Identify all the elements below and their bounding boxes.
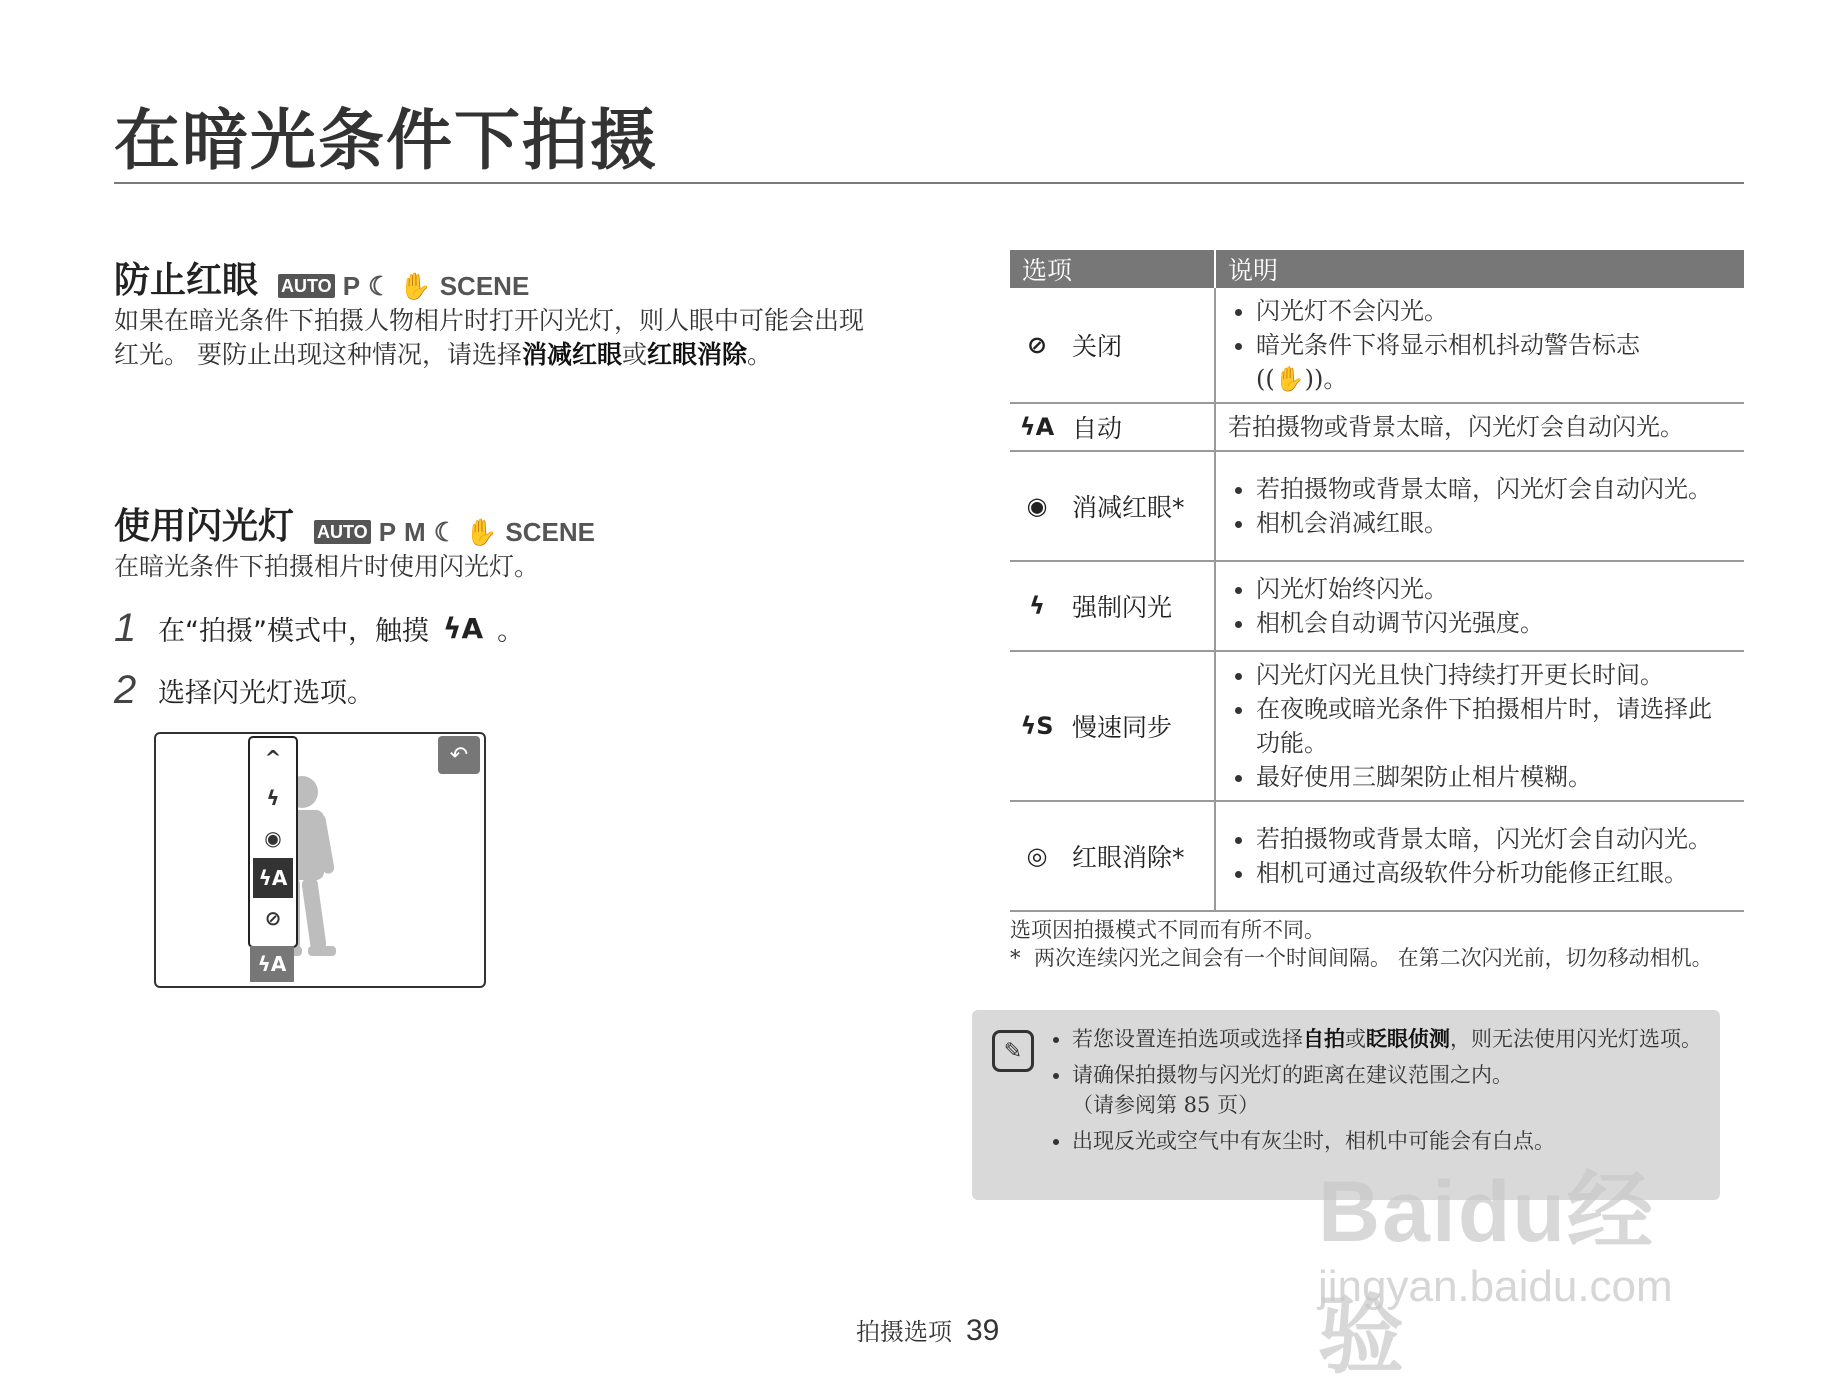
flash-paragraph: 在暗光条件下拍摄相片时使用闪光灯。 (114, 552, 540, 581)
table-row (1010, 801, 1744, 911)
description-item: • 闪光灯始终闪光。 (1256, 572, 1732, 606)
redeye-period: 。 (747, 340, 773, 369)
red-eye-icon: ◉ (1026, 492, 1048, 520)
auto-mode-icon: AUTO (278, 274, 335, 298)
note-interval (1010, 944, 1740, 972)
redeye-heading-row (114, 252, 529, 303)
night-mode-icon: ☾ (433, 516, 458, 547)
description-item: • 闪光灯闪光且快门持续打开更长时间。 (1256, 658, 1732, 692)
p-mode-icon: P (342, 270, 361, 301)
option-name: 消减红眼* (1072, 493, 1185, 522)
camera-screen-illustration (154, 732, 486, 988)
current-flash-icon[interactable]: ϟA (250, 946, 294, 982)
footer-label: 拍摄选项 (856, 1318, 952, 1346)
description-item: 若拍摄物或背景太暗，闪光灯会自动闪光。 (1228, 413, 1684, 441)
scene-mode-icon: SCENE (505, 516, 595, 547)
note-interval-text: 两次连续闪光之间会有一个时间间隔。 在第二次闪光前，切勿移动相机。 (1034, 946, 1713, 970)
tip-box (972, 1010, 1720, 1200)
tip-text: 若您设置连拍选项或选择 (1072, 1027, 1303, 1051)
description-cell (1215, 288, 1744, 403)
description-cell (1215, 651, 1744, 801)
title-divider (114, 182, 1744, 184)
step-1 (114, 606, 524, 651)
option-cell (1010, 561, 1215, 651)
flash-heading: 使用闪光灯 (114, 506, 295, 547)
note-star: * (1010, 946, 1021, 970)
flash-heading-row (114, 498, 595, 549)
option-cell (1010, 288, 1215, 403)
tip-text: ，则无法使用闪光灯选项。 (1450, 1027, 1702, 1051)
description-item: • 相机可通过高级软件分析功能修正红眼。 (1256, 856, 1732, 890)
slow-sync-icon: ϟS (1020, 712, 1054, 740)
description-item: • 若拍摄物或背景太暗，闪光灯会自动闪光。 (1256, 822, 1732, 856)
page-number: 39 (966, 1314, 1000, 1347)
redeye-paragraph (114, 304, 874, 372)
step-tail: 。 (497, 616, 525, 647)
description-cell (1215, 403, 1744, 451)
flash-auto-icon: ϟA (442, 612, 484, 645)
tip-term-selftimer: 自拍 (1303, 1027, 1345, 1051)
description-item: • 闪光灯不会闪光。 (1256, 294, 1732, 328)
redeye-reduce-term: 消减红眼 (521, 340, 622, 369)
flash-mode-icons (314, 517, 595, 548)
description-cell (1215, 561, 1744, 651)
page-title: 在暗光条件下拍摄 (114, 102, 658, 179)
flash-off-icon[interactable]: ⊘ (264, 906, 282, 930)
watermark-url: jingyan.baidu.com (1318, 1262, 1673, 1311)
scene-mode-icon: SCENE (439, 270, 530, 301)
step-number: 1 (114, 606, 137, 650)
option-cell (1010, 451, 1215, 561)
option-name: 红眼消除* (1072, 843, 1185, 872)
step-text: 选择闪光灯选项。 (158, 678, 374, 709)
scroll-up-icon[interactable]: ^ (264, 746, 282, 770)
option-cell (1010, 801, 1215, 911)
flash-fill-icon: ϟ (1029, 592, 1045, 620)
table-row (1010, 288, 1744, 403)
page-footer (856, 1312, 999, 1348)
note-modes: 选项因拍摄模式不同而有所不同。 (1010, 918, 1325, 942)
redeye-mode-icons (278, 271, 529, 302)
red-eye-fix-icon: ◎ (1026, 842, 1048, 870)
option-name: 自动 (1072, 414, 1123, 443)
table-header-option: 选项 (1010, 250, 1215, 288)
flash-options-table (1010, 250, 1744, 912)
tip-item: • 出现反光或空气中有灰尘时，相机中可能会有白点。 (1072, 1126, 1712, 1156)
tip-item (1072, 1060, 1712, 1120)
description-item: • 最好使用三脚架防止相片模糊。 (1256, 760, 1732, 794)
description-item: • 在夜晚或暗光条件下拍摄相片时，请选择此功能。 (1256, 692, 1732, 760)
redeye-or: 或 (621, 340, 647, 369)
description-item: • 相机会自动调节闪光强度。 (1256, 606, 1732, 640)
tip-item (1072, 1024, 1712, 1054)
night-mode-icon: ☾ (368, 270, 392, 301)
option-name: 强制闪光 (1072, 593, 1173, 622)
description-item: • 若拍摄物或背景太暗，闪光灯会自动闪光。 (1256, 472, 1732, 506)
description-item: • 相机会消减红眼。 (1256, 506, 1732, 540)
hand-icon: ✋ (465, 516, 498, 547)
flash-auto-icon[interactable]: ϟA (253, 858, 293, 898)
step-2 (114, 668, 374, 713)
auto-mode-icon: AUTO (314, 520, 371, 544)
note-pencil-icon: ✎ (992, 1030, 1034, 1072)
option-name: 慢速同步 (1072, 713, 1173, 742)
tip-text: 请确保拍摄物与闪光灯的距离在建议范围之内。 (1072, 1063, 1513, 1087)
table-row (1010, 403, 1744, 451)
option-name: 关闭 (1072, 332, 1123, 361)
tip-term-blink: 眨眼侦测 (1366, 1027, 1450, 1051)
flash-fill-icon[interactable]: ϟ (266, 786, 280, 810)
redeye-heading: 防止红眼 (114, 260, 259, 301)
p-mode-icon: P (378, 516, 397, 547)
table-header-row (1010, 250, 1744, 288)
m-mode-icon: M (404, 516, 426, 547)
table-header-description: 说明 (1215, 250, 1744, 288)
step-number: 2 (114, 668, 137, 712)
flash-auto-icon: ϟA (1019, 413, 1055, 441)
table-row (1010, 651, 1744, 801)
flash-options-menu (248, 736, 298, 948)
description-item: • 暗光条件下将显示相机抖动警告标志 ((✋))。 (1256, 328, 1732, 396)
step-text: 在“拍摄”模式中，触摸 (158, 616, 429, 647)
tip-page-reference: （请参阅第 85 页） (1072, 1093, 1260, 1117)
description-cell (1215, 451, 1744, 561)
red-eye-icon[interactable]: ◉ (264, 826, 282, 850)
option-cell (1010, 403, 1215, 451)
option-cell (1010, 651, 1215, 801)
back-icon[interactable]: ↶ (438, 736, 480, 774)
flash-off-icon: ⊘ (1026, 331, 1048, 359)
table-row (1010, 561, 1744, 651)
redeye-text: 如果在暗光条件下拍摄人物相片时打开闪光灯，则人眼中可能会出现红光。 要防止出现这种情况，请选择 (114, 306, 865, 369)
hand-icon: ✋ (399, 270, 432, 301)
watermark-brand: Baidu经验 (1318, 1164, 1655, 1384)
description-cell (1215, 801, 1744, 911)
tip-list (1050, 1024, 1712, 1162)
tip-text: 或 (1345, 1027, 1366, 1051)
table-row (1010, 451, 1744, 561)
redeye-fix-term: 红眼消除 (646, 340, 747, 369)
